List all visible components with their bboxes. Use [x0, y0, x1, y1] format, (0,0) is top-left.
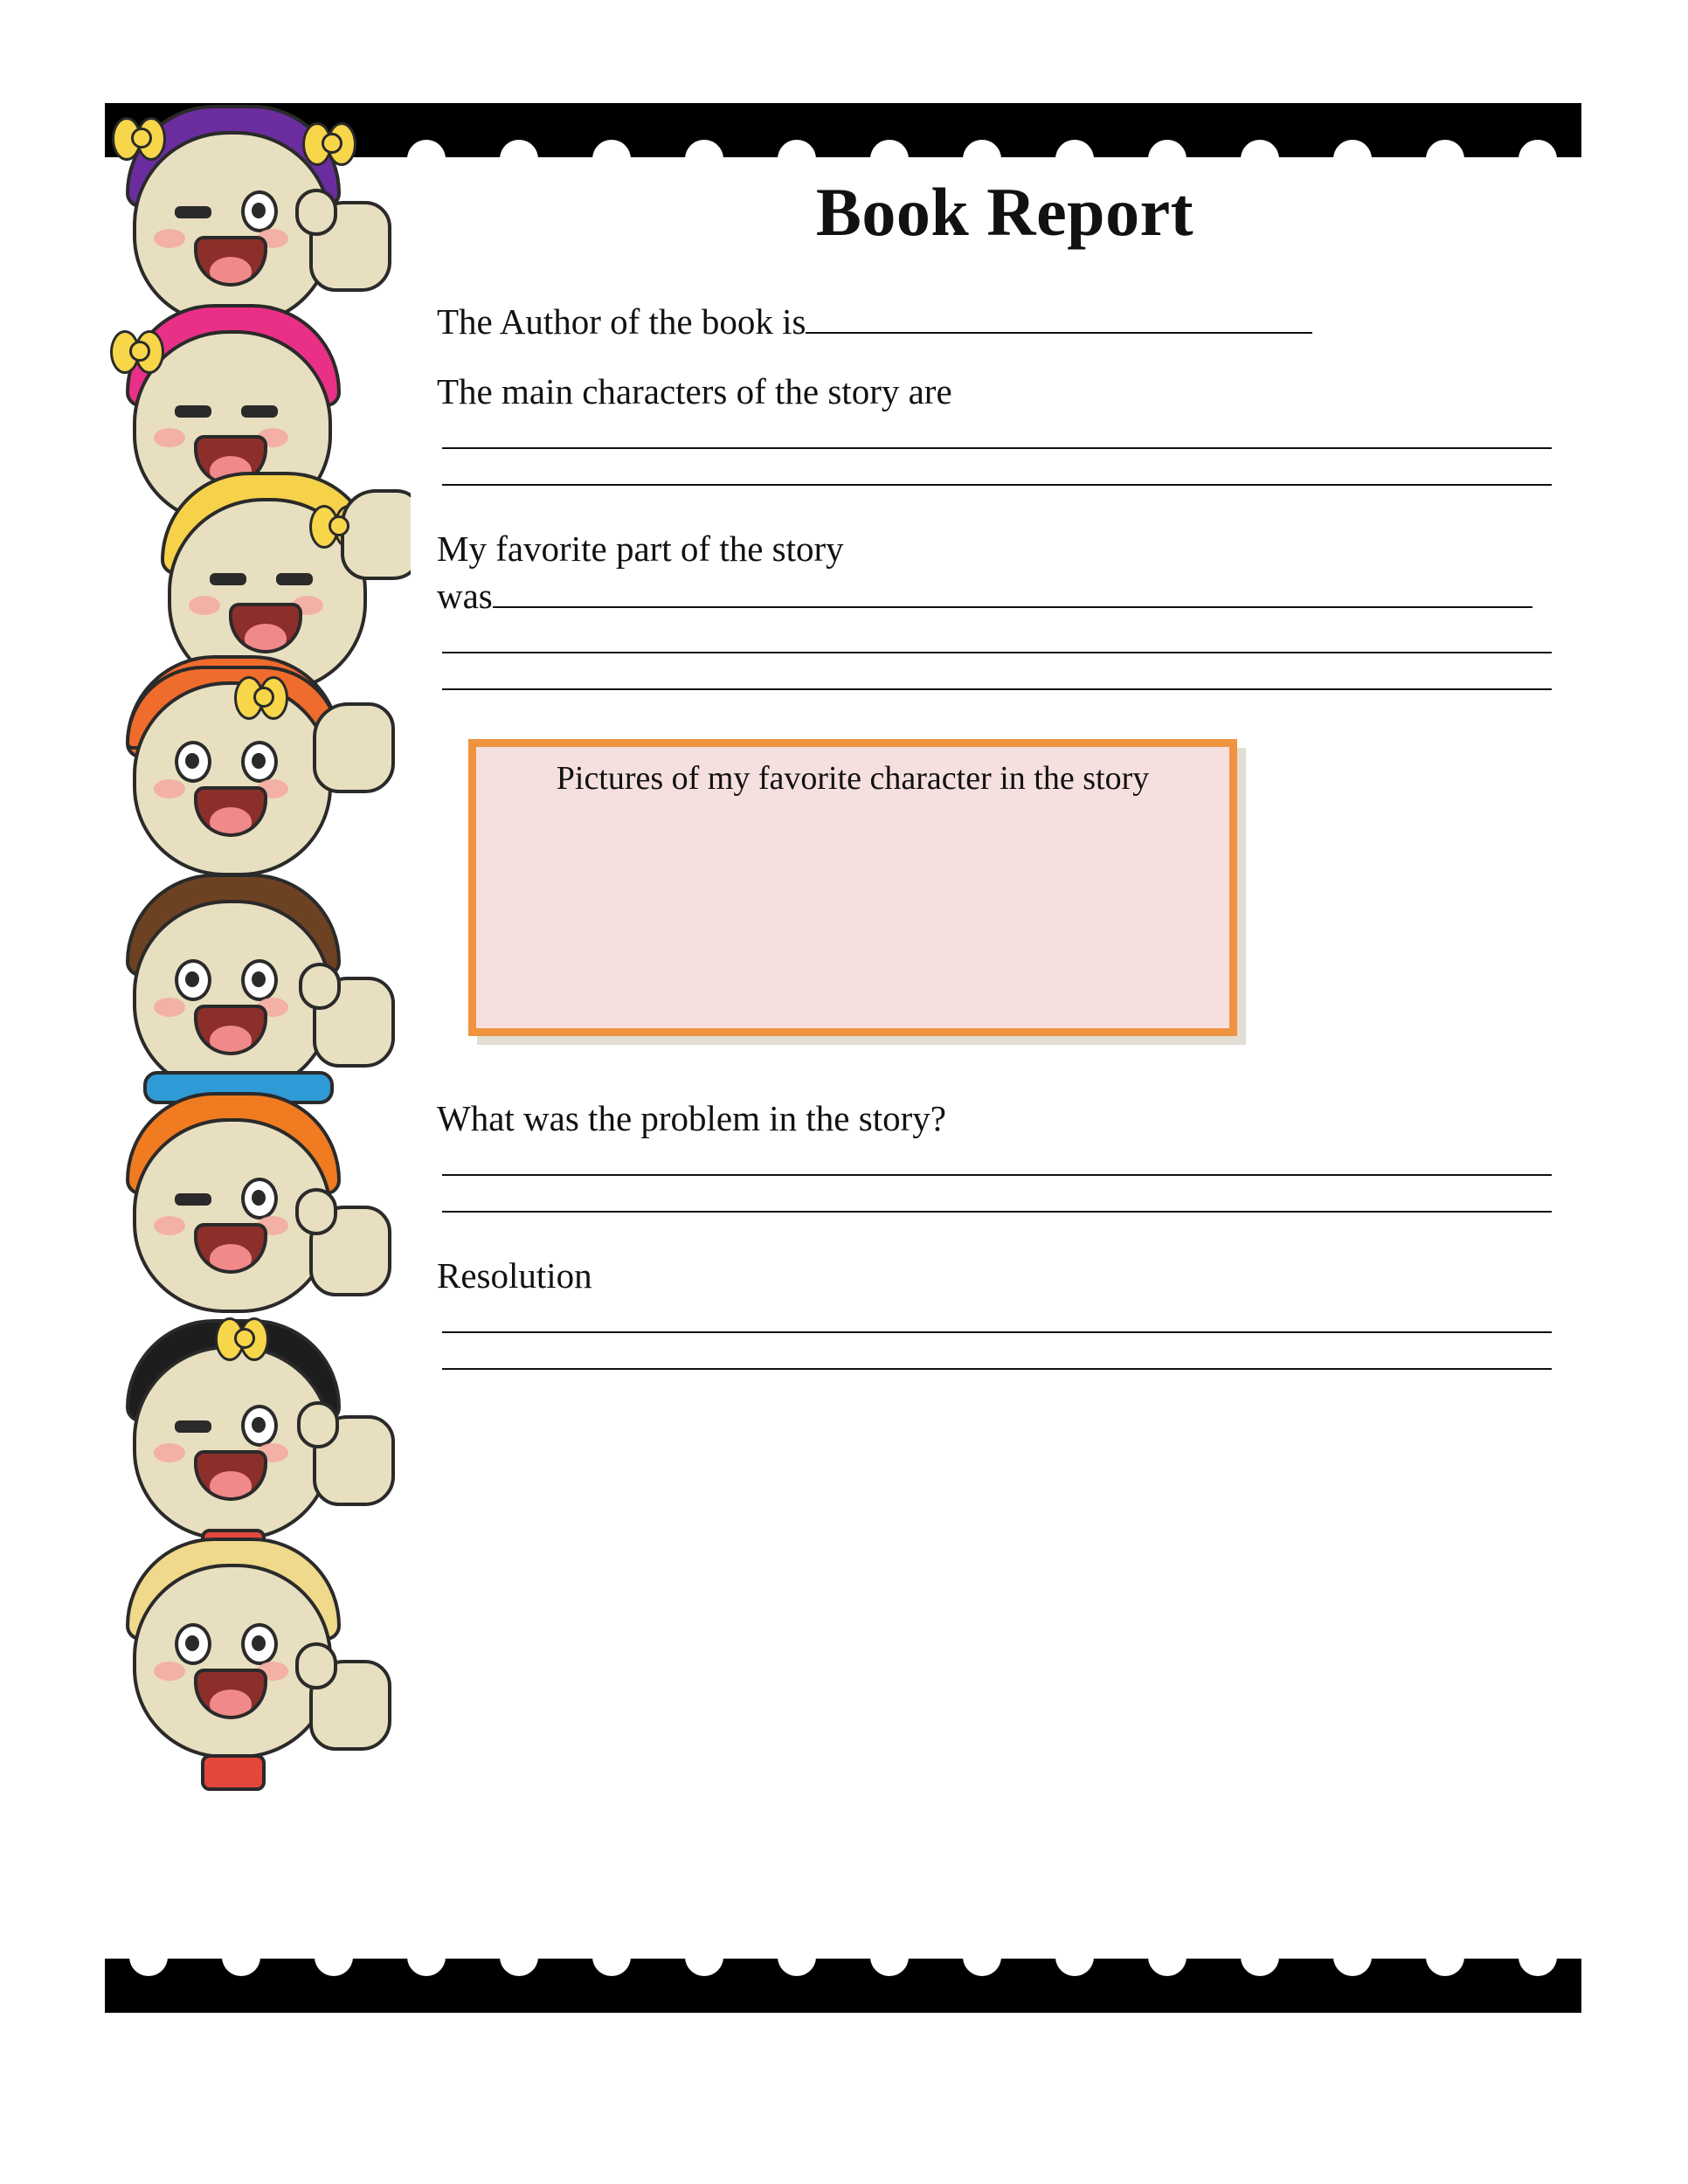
resolution-answer-line-1[interactable]	[442, 1331, 1552, 1333]
prompt-favorite-part-was-label: was	[437, 575, 493, 616]
prompt-problem-label: What was the problem in the story?	[437, 1097, 946, 1138]
prompt-main-characters	[437, 370, 1573, 412]
prompt-resolution	[437, 1254, 1573, 1296]
picture-box-label: Pictures of my favorite character in the story	[556, 759, 1150, 797]
prompt-favorite-part	[437, 528, 1573, 570]
favorite-part-answer-line-1[interactable]	[442, 652, 1552, 653]
resolution-answer-line-2[interactable]	[442, 1368, 1552, 1370]
favorite-part-answer-line-2[interactable]	[442, 688, 1552, 690]
prompt-author	[437, 301, 1573, 342]
character-illustration-column	[103, 96, 411, 2001]
picture-box-wrap	[468, 739, 1237, 1036]
prompt-resolution-label: Resolution	[437, 1254, 592, 1296]
prompt-favorite-part-label: My favorite part of the story	[437, 528, 844, 569]
prompt-author-label: The Author of the book is	[437, 301, 806, 342]
prompt-problem	[437, 1097, 1573, 1139]
prompt-favorite-part-continued	[437, 575, 1573, 617]
worksheet-content	[437, 175, 1573, 1370]
character-boy-orange-hair	[103, 1083, 400, 1345]
characters-answer-line-1[interactable]	[442, 447, 1552, 449]
page-title: Book Report	[815, 174, 1194, 250]
prompt-main-characters-label: The main characters of the story are	[437, 370, 952, 411]
favorite-part-answer-blank[interactable]	[493, 577, 1532, 608]
author-answer-blank[interactable]	[806, 302, 1312, 334]
character-boy-blonde-hair	[103, 1529, 400, 1791]
problem-answer-line-1[interactable]	[442, 1174, 1552, 1176]
picture-drawing-box[interactable]	[468, 739, 1237, 1036]
